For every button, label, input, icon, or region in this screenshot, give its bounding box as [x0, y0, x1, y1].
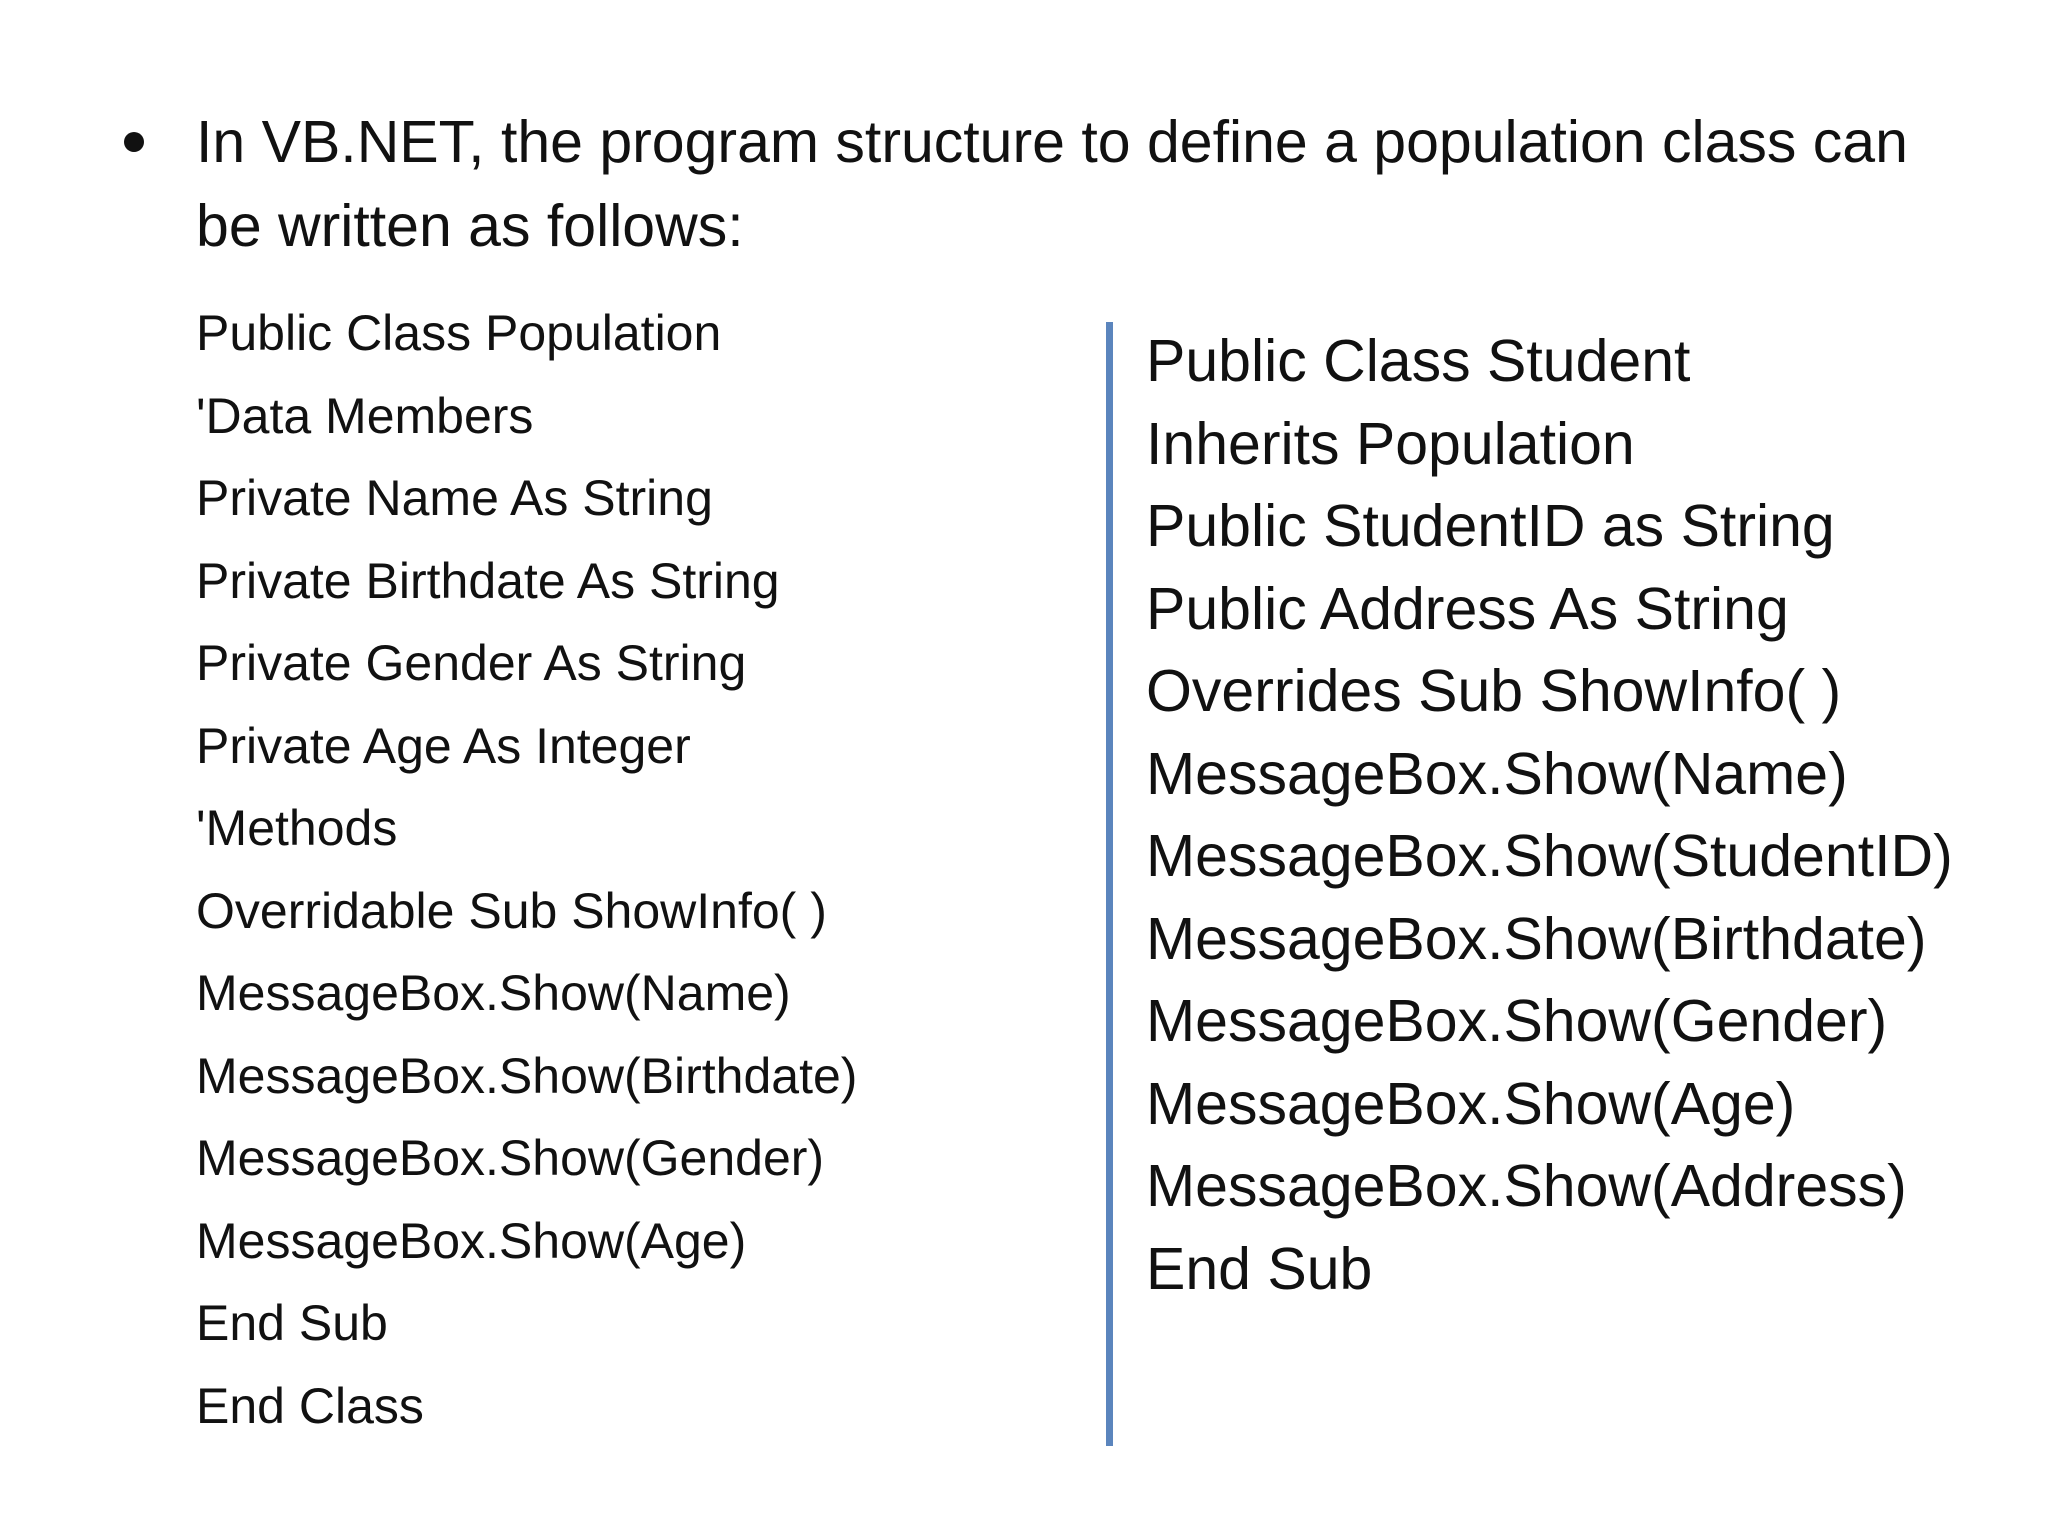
intro-text: In VB.NET, the program structure to define a population class can be written as follows:	[196, 109, 1908, 259]
code-line: Public StudentID as String	[1146, 493, 1835, 559]
code-line: MessageBox.Show(Name)	[1146, 740, 1848, 807]
code-line: Public Address As String	[1146, 575, 1789, 642]
code-line: Private Name As String	[196, 470, 713, 526]
code-line: MessageBox.Show(Address)	[1146, 1153, 1907, 1219]
code-line: Private Birthdate As String	[196, 552, 780, 609]
code-line: End Class	[196, 1377, 424, 1434]
code-line: Inherits Population	[1146, 410, 1635, 477]
code-line: MessageBox.Show(StudentID)	[1146, 823, 1953, 889]
population-class-code	[196, 292, 1076, 1447]
bullet-dot-icon	[124, 132, 144, 152]
code-line: MessageBox.Show(Age)	[1146, 1070, 1796, 1137]
student-class-code	[1146, 320, 2026, 1310]
code-line: Private Age As Integer	[196, 717, 691, 774]
code-line: MessageBox.Show(Birthdate)	[1146, 905, 1927, 972]
code-line: MessageBox.Show(Birthdate)	[196, 1047, 858, 1104]
code-line: Overrides Sub ShowInfo( )	[1146, 658, 1842, 724]
code-line: Public Class Population	[196, 305, 722, 361]
code-line: Public Class Student	[1146, 328, 1691, 394]
code-line: MessageBox.Show(Age)	[196, 1212, 747, 1269]
code-line: MessageBox.Show(Gender)	[1146, 988, 1888, 1054]
code-line: 'Methods	[196, 800, 398, 856]
code-line: MessageBox.Show(Name)	[196, 965, 791, 1021]
code-line: 'Data Members	[196, 387, 534, 444]
intro-bullet	[124, 100, 1924, 268]
code-line: Private Gender As String	[196, 635, 747, 691]
code-line: Overridable Sub ShowInfo( )	[196, 882, 827, 939]
code-line: End Sub	[1146, 1235, 1373, 1302]
column-divider	[1106, 322, 1113, 1446]
code-line: MessageBox.Show(Gender)	[196, 1130, 825, 1186]
code-line: End Sub	[196, 1295, 388, 1351]
